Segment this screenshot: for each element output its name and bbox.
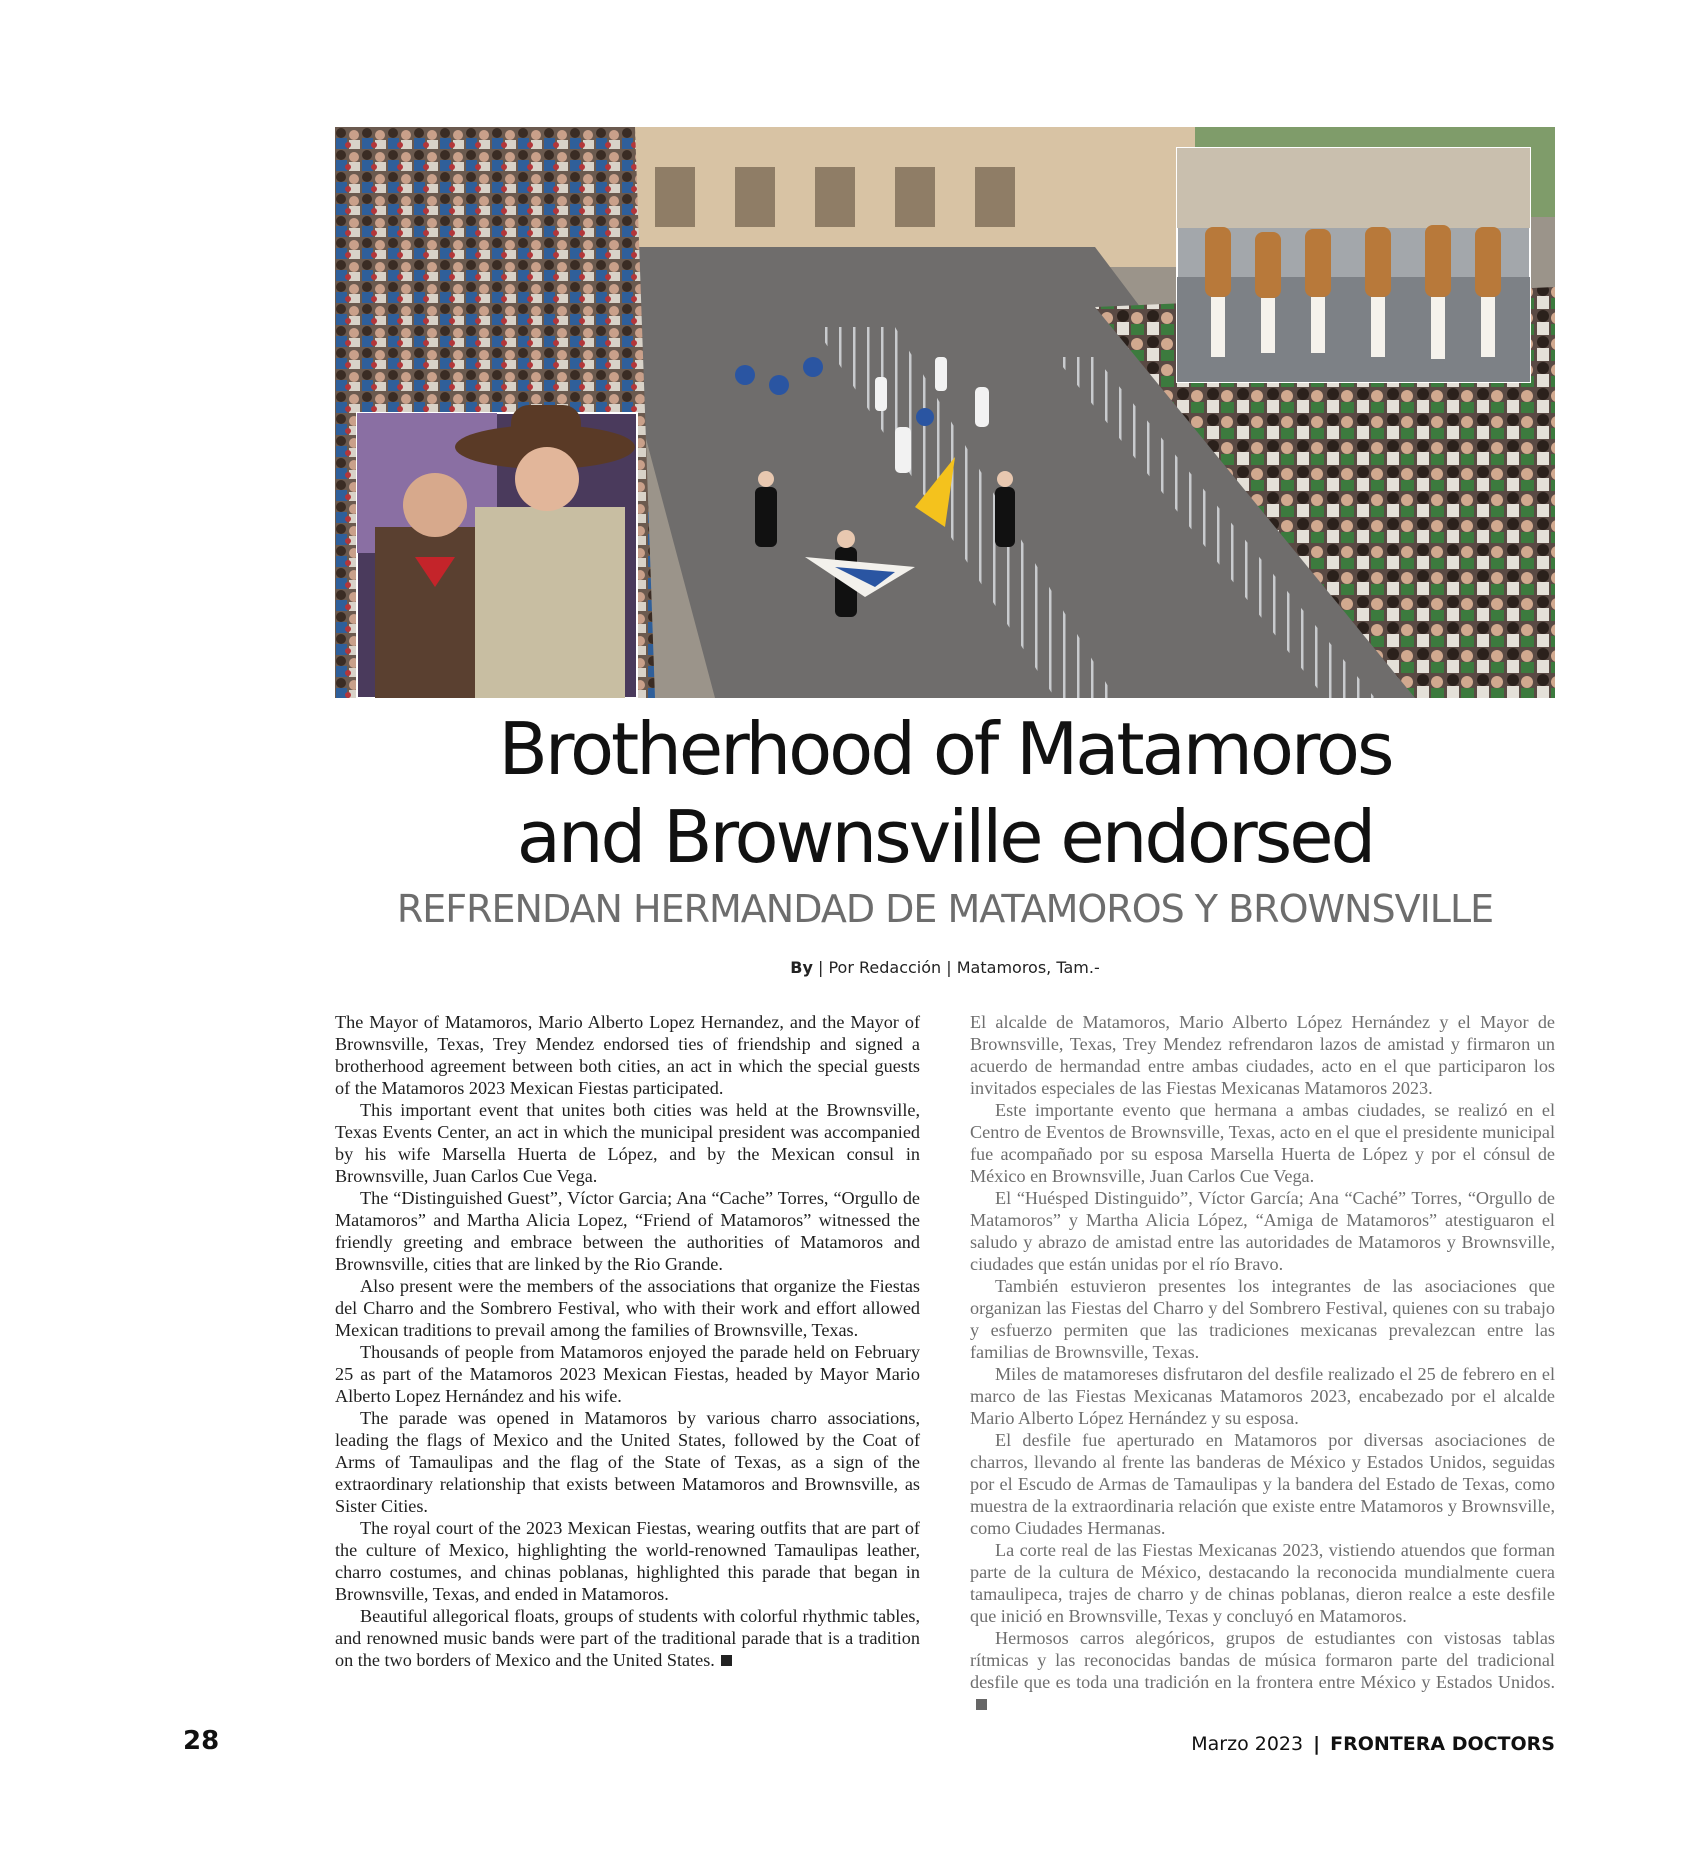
english-paragraph: The Mayor of Matamoros, Mario Alberto Lopez Hernandez, and the Mayor of Brownsville, Texas, Trey Mendez endorsed ties of friendship and signed a brotherhood agreement between both cities, an act in which the special guests of the Matamoros 2023 Mexican Fiestas participated. xyxy=(335,1012,920,1098)
footer-publication-name: FRONTERA DOCTORS xyxy=(1330,1733,1555,1755)
byline-location: Matamoros, Tam.- xyxy=(956,958,1100,977)
english-paragraph: Also present were the members of the associations that organize the Fiestas del Charro and the Sombrero Festival, who with their work and effort allowed Mexican traditions to prevail among the families of Brownsville, Texas. xyxy=(335,1276,920,1340)
english-paragraph: The royal court of the 2023 Mexican Fiestas, wearing outfits that are part of the culture of Mexico, highlighting the world-renowned Tamaulipas leather, charro costumes, and chinas poblanas, highlighted this parade that began in Brownsville, Texas, and ended in Matamoros. xyxy=(335,1518,920,1604)
spanish-paragraph-last xyxy=(970,1627,1555,1715)
footer-publication xyxy=(1191,1733,1555,1755)
english-paragraph: The parade was opened in Matamoros by various charro associations, leading the flags of Mexico and the United States, followed by the Coat of Arms of Tamaulipas and the flag of the State of Texas, as a sign of the extraordinary relationship that exists between Matamoros and Brownsville, as Sister Cities. xyxy=(335,1408,920,1516)
end-mark-icon xyxy=(976,1699,987,1710)
spanish-paragraph: También estuvieron presentes los integrantes de las asociaciones que organizan las Fiestas del Charro y del Sombrero Festival, quienes con su trabajo y esfuerzo permiten que las tradiciones mexicanas prevalezcan entre las familias de Brownsville, Texas. xyxy=(970,1276,1555,1362)
spanish-paragraph: El desfile fue aperturado en Matamoros por diversas asociaciones de charros, llevando al frente las banderas de México y Estados Unidos, seguidas por el Escudo de Armas de Tamaulipas y la bandera del Estado de Texas, como muestra de la extraordinaria relación que existe entre Matamoros y Brownsville, como Ciudades Hermanas. xyxy=(970,1430,1555,1538)
page-number: 28 xyxy=(183,1726,220,1756)
english-paragraph: Thousands of people from Matamoros enjoyed the parade held on February 25 as part of the Matamoros 2023 Mexican Fiestas, headed by Mayor Mario Alberto Lopez Hernández and his wife. xyxy=(335,1342,920,1406)
english-paragraph: This important event that unites both cities was held at the Brownsville, Texas Events Center, an act in which the municipal president was accompanied by his wife Marsella Huerta de López, and by the Mexican consul in Brownsville, Juan Carlos Cue Vega. xyxy=(335,1100,920,1186)
english-paragraph: The “Distinguished Guest”, Víctor Garcia; Ana “Cache” Torres, “Orgullo de Matamoros” and Martha Alicia Lopez, “Friend of Matamoros” witnessed the friendly greeting and embrace between the authorities of Matamoros and Brownsville, cities that are linked by the Rio Grande. xyxy=(335,1188,920,1274)
spanish-paragraph: Este importante evento que hermana a ambas ciudades, se realizó en el Centro de Eventos de Brownsville, Texas, acto en el que el presidente municipal fue acompañado por su esposa Marsella Huerta de López y por el cónsul de México en Brownsville, Juan Carlos Cue Vega. xyxy=(970,1100,1555,1186)
byline: By | Por Redacción | Matamoros, Tam.- xyxy=(790,958,1100,977)
english-paragraph-last xyxy=(335,1605,920,1671)
spanish-paragraph: El “Huésped Distinguido”, Víctor García; Ana “Caché” Torres, “Orgullo de Matamoros” y Martha Alicia López, “Amiga de Matamoros” atestiguaron el saludo y abrazo de amistad entre las autoridades de Matamoros y Brownsville, ciudades que están unidas por el río Bravo. xyxy=(970,1188,1555,1274)
footer-separator: | xyxy=(1313,1733,1321,1755)
article-title-line-2: and Brownsville endorsed xyxy=(516,795,1374,879)
spanish-paragraph: Miles de matamoreses disfrutaron del desfile realizado el 25 de febrero en el marco de las Fiestas Mexicanas Matamoros 2023, encabezado por el alcalde Mario Alberto López Hernández y su esposa. xyxy=(970,1364,1555,1428)
article-subtitle: REFRENDAN HERMANDAD DE MATAMOROS Y BROWNSVILLE xyxy=(396,887,1494,931)
hero-photo-collage xyxy=(335,127,1555,698)
byline-author: Por Redacción xyxy=(828,958,942,977)
spanish-paragraph: La corte real de las Fiestas Mexicanas 2023, vistiendo atuendos que forman parte de la cultura de México, destacando la reconocida mundialmente cuera tamaulipeca, trajes de charro y de chinas poblanas, dieron realce a este desfile que inició en Brownsville, Texas y concluyó en Matamoros. xyxy=(970,1540,1555,1626)
charro-guests-inset-photo xyxy=(357,405,637,698)
english-column xyxy=(335,1011,920,1671)
article-title-line-1: Brotherhood of Matamoros xyxy=(498,707,1392,791)
spanish-paragraph-text: Hermosos carros alegóricos, grupos de estudiantes con vistosas tablas rítmicas y las reconocidas bandas de música formaron parte del tradicional desfile que es toda una tradición en la frontera entre México y Estados Unidos. xyxy=(970,1628,1555,1692)
footer-issue: Marzo 2023 xyxy=(1191,1733,1304,1755)
spanish-column xyxy=(970,1011,1555,1715)
byline-by-label: By xyxy=(790,958,813,977)
end-mark-icon xyxy=(721,1655,732,1666)
english-paragraph-text: Beautiful allegorical floats, groups of students with colorful rhythmic tables, and renowned music bands were part of the traditional parade that is a tradition on the two borders of Mexico and the United States. xyxy=(335,1606,920,1670)
dancers-inset-photo xyxy=(1177,148,1530,382)
spanish-paragraph: El alcalde de Matamoros, Mario Alberto López Hernández y el Mayor de Brownsville, Texas, Trey Mendez refrendaron lazos de amistad y firmaron un acuerdo de hermandad entre ambas ciudades, acto en el que participaron los invitados especiales de las Fiestas Mexicanas Matamoros 2023. xyxy=(970,1012,1555,1098)
article-title xyxy=(335,705,1555,881)
